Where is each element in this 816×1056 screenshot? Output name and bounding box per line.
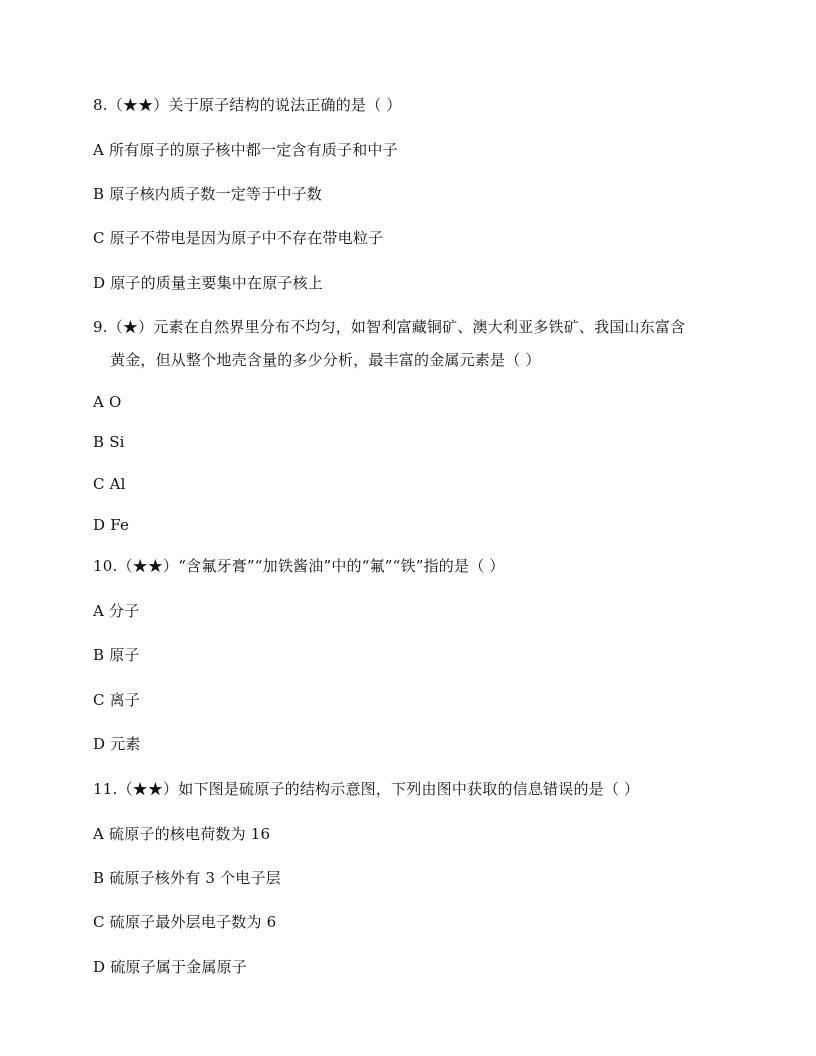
question-10-option-c: C 离子 [93,691,141,709]
question-11-option-c: C 硫原子最外层电子数为 6 [93,913,277,931]
question-11-option-a: A 硫原子的核电荷数为 16 [93,825,271,843]
question-9-stem-line-2: 黄金，但从整个地壳含量的多少分析，最丰富的金属元素是（ ） [110,351,541,369]
question-10-option-b: B 原子 [93,646,140,664]
question-9-option-c: C Al [93,475,126,493]
question-8-option-a: A 所有原子的原子核中都一定含有质子和中子 [93,141,398,159]
question-8-stem: 8.（★★）关于原子结构的说法正确的是（ ） [93,96,402,114]
question-11-option-d: D 硫原子属于金属原子 [93,958,247,976]
question-11-stem: 11.（★★）如下图是硫原子的结构示意图，下列由图中获取的信息错误的是（ ） [93,780,640,798]
question-10-option-d: D 元素 [93,735,141,753]
question-9-option-a: A O [93,393,122,411]
question-9-option-d: D Fe [93,516,130,534]
question-8-option-b: B 原子核内质子数一定等于中子数 [93,185,322,203]
question-10-option-a: A 分子 [93,602,140,620]
question-9-option-b: B Si [93,433,125,451]
question-11-option-b: B 硫原子核外有 3 个电子层 [93,869,281,887]
question-8-option-d: D 原子的质量主要集中在原子核上 [93,274,323,292]
question-9-stem-line-1: 9.（★）元素在自然界里分布不均匀，如智利富藏铜矿、澳大利亚多铁矿、我国山东富含 [93,318,686,336]
question-8-option-c: C 原子不带电是因为原子中不存在带电粒子 [93,229,384,247]
question-10-stem: 10.（★★）“含氟牙膏”“加铁酱油”中的“氟”“铁”指的是（ ） [93,557,505,575]
